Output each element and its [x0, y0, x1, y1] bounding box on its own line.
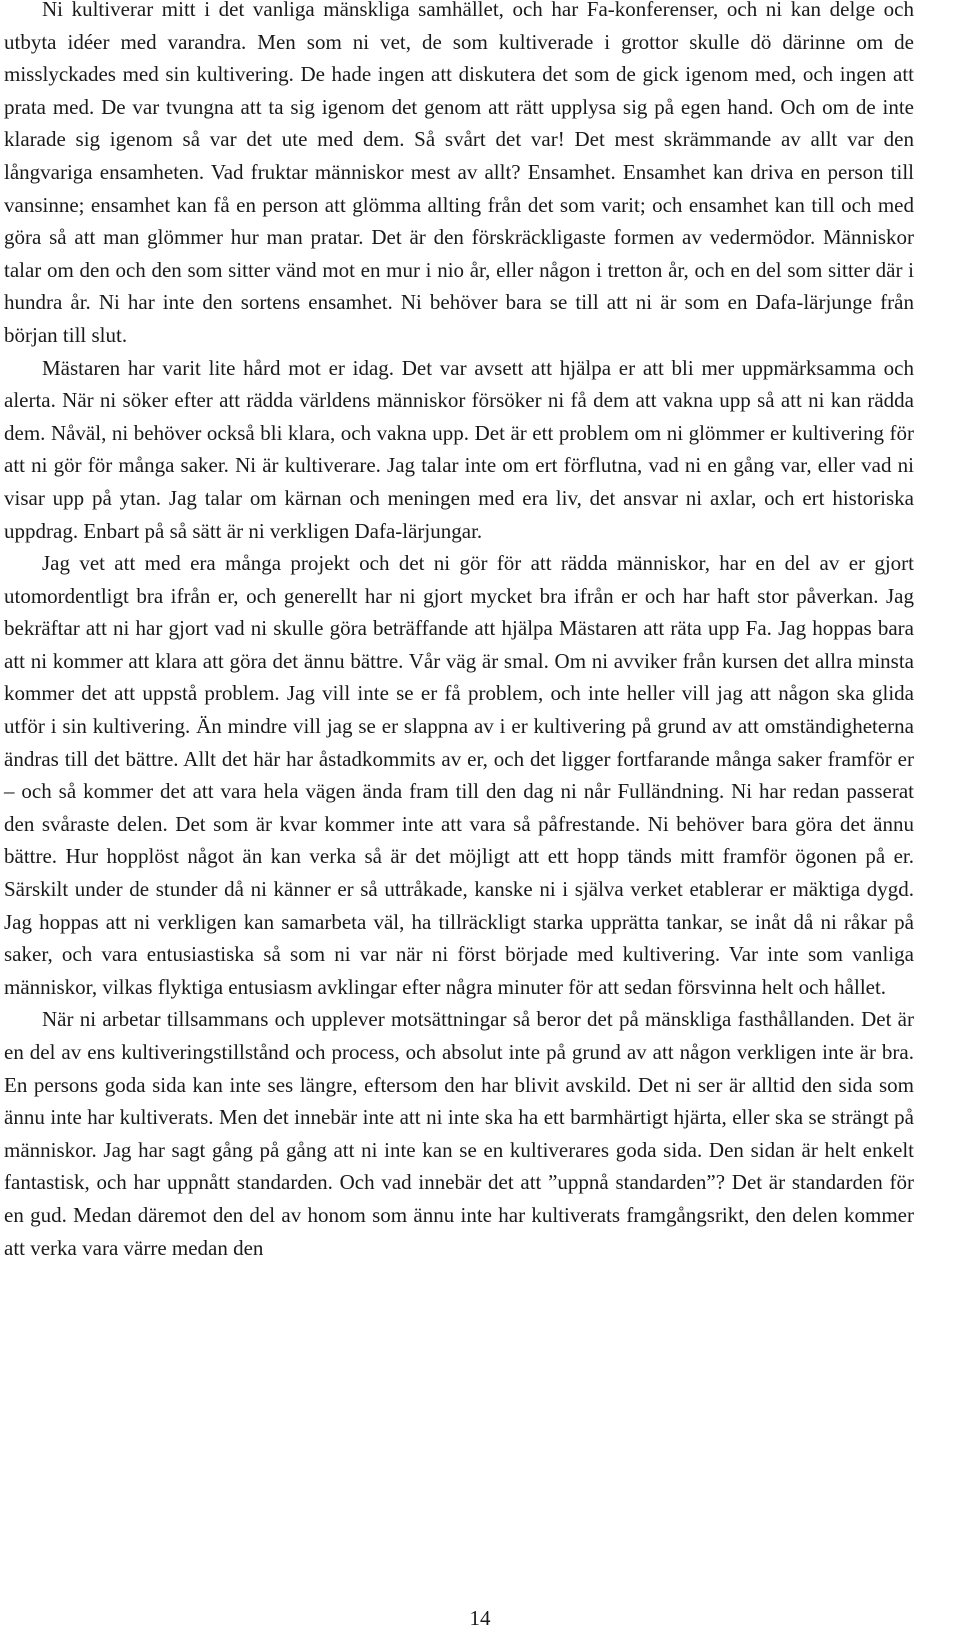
paragraph: Mästaren har varit lite hård mot er idag. Det var avsett att hjälpa er att bli mer uppmärksamma och alerta. När ni söker efter att rädda världens människor försöker ni få dem att vakna upp så att ni kan rädda dem. Nåväl, ni behöver också bli klara, och vakna upp. Det är ett problem om ni glömmer er kultivering för att ni gör för många saker. Ni är kultiverare. Jag talar inte om ert förflutna, vad ni en gång var, eller vad ni visar upp på ytan. Jag talar om kärnan och meningen med era liv, det ansvar ni axlar, och ert historiska uppdrag. Enbart på så sätt är ni verkligen Dafa-lärjungar.	[4, 355, 914, 543]
body-text	[4, 0, 914, 1264]
paragraph: Jag vet att med era många projekt och det ni gör för att rädda människor, har en del av er gjort utomordentligt bra ifrån er, och generellt har ni gjort mycket bra ifrån er och har haft stor påverkan. Jag bekräftar att ni har gjort vad ni skulle göra beträffande att hjälpa Mästaren att räta upp Fa. Jag hoppas bara att ni kommer att klara att göra det ännu bättre. Vår väg är smal. Om ni avviker från kursen det allra minsta kommer det att uppstå problem. Jag vill inte se er få problem, och inte heller vill jag att någon ska glida utför i sin kultivering. Än mindre vill jag se er slappna av i er kultivering på grund av att omständigheterna ändras till det bättre. Allt det här har åstadkommits av er, och det ligger fortfarande många saker framför er – och så kommer det att vara hela vägen ända fram till den dag ni når Fulländning. Ni har redan passerat den svåraste delen. Det som är kvar kommer inte att vara så påfrestande. Ni behöver bara göra det ännu bättre. Hur hopplöst något än kan verka så är det möjligt att ett hopp tänds mitt framför ögonen på er. Särskilt under de stunder då ni känner er så uttråkade, kanske ni i själva verket etablerar er mäktiga dygd. Jag hoppas att ni verkligen kan samarbeta väl, ha tillräckligt starka upprätta tankar, se inåt då ni råkar på saker, och vara entusiastiska så som ni var när ni först började med kultivering. Var inte som vanliga människor, vilkas flyktiga entusiasm avklingar efter några minuter för att sedan försvinna helt och hållet.	[4, 551, 914, 999]
page-number: 14	[469, 1606, 491, 1630]
paragraph: När ni arbetar tillsammans och upplever motsättningar så beror det på mänskliga fasthållanden. Det är en del av ens kultiveringstillstånd och process, och absolut inte på grund av att någon verkligen inte är bra. En persons goda sida kan inte ses längre, eftersom den har blivit avskild. Det ni ser är alltid den sida som ännu inte har kultiverats. Men det innebär inte att ni inte ska ha ett barmhärtigt hjärta, eller ska se strängt på människor. Jag har sagt gång på gång att ni inte kan se en kultiverares goda sida. Den sidan är helt enkelt fantastisk, och har uppnått standarden. Och vad innebär det att ”uppnå standarden”? Det är standarden för en gud. Medan däremot den del av honom som ännu inte har kultiverats framgångsrikt, den delen kommer att verka vara värre medan den	[4, 1007, 914, 1260]
paragraph: Ni kultiverar mitt i det vanliga mänskliga samhället, och har Fa-konferenser, och ni kan delge och utbyta idéer med varandra. Men som ni vet, de som kultiverade i grottor skulle dö därinne om de misslyckades med sin kultivering. De hade ingen att diskutera det som de gick igenom med, och ingen att prata med. De var tvungna att ta sig igenom det genom att rätt upplysa sig på egen hand. Och om de inte klarade sig igenom så var det ute med dem. Så svårt det var! Det mest skrämmande av allt var den långvariga ensamheten. Vad fruktar människor mest av allt? Ensamhet. Ensamhet kan driva en person till vansinne; ensamhet kan få en person att glömma allting från det som varit; och ensamhet kan till och med göra så att man glömmer hur man pratar. Det är den förskräckligaste formen av vedermödor. Människor talar om den och den som sitter vänd mot en mur i nio år, eller någon i tretton år, och en del som sitter där i hundra år. Ni har inte den sortens ensamhet. Ni behöver bara se till att ni är som en Dafa-lärjunge från början till slut.	[4, 0, 914, 347]
